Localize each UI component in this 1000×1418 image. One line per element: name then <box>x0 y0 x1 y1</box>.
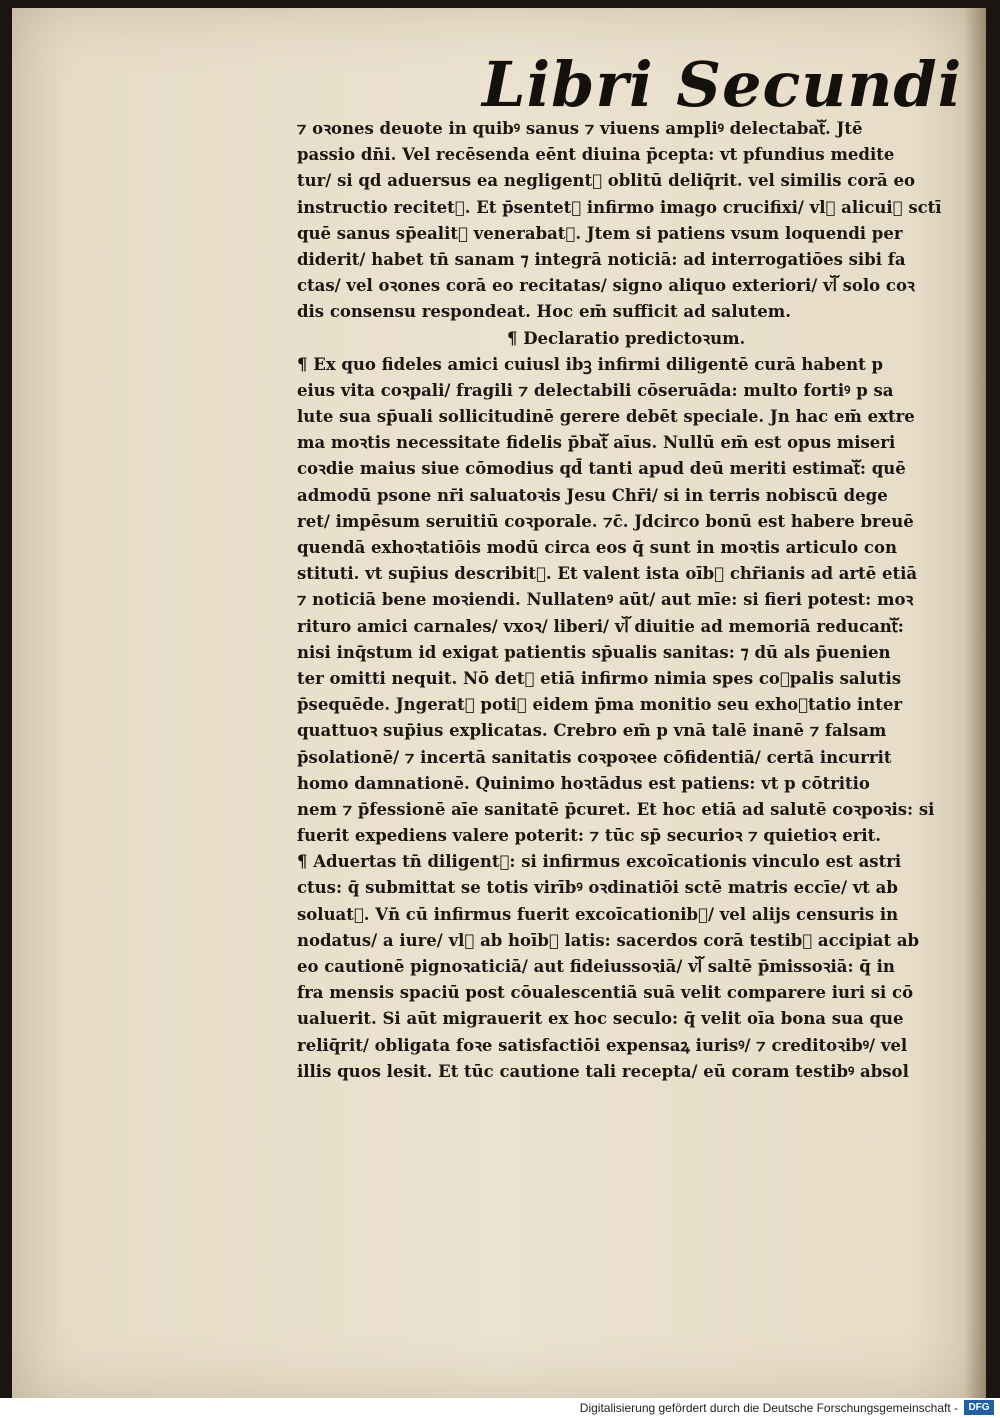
text-line: dis consensu respondeat. Hoc em̄ sufficit ad salutem. <box>297 302 791 322</box>
text-line: diderit/ habet tn̄ sanam ⁊ integrā noticiā: ad interrogatiōes sibi fa <box>297 249 906 269</box>
text-line: tur/ si qd aduersus ea negligentᷓ oblitū deliq̄rit. vel similis corā eo <box>297 171 915 191</box>
text-line: ⁊ noticiā bene moꝛiendi. Nullatenꝰ aūt/ aut mīe: si fieri potest: moꝛ <box>297 590 914 610</box>
text-line: ⁊ oꝛones deuote in quibꝰ sanus ⁊ viuens ampliꝰ delectabatᷓ. Jtē <box>297 119 863 138</box>
text-line: stituti. vt sup̄ius describitᷓ. Et valent ista oībꝰ chr̄ianis ad artē etiā <box>297 564 918 584</box>
text-line: quē sanus sp̄ealitᷓ venerabatᷓ. Jtem si patiens vsum loquendi per <box>297 223 903 243</box>
text-line: reliq̄rit/ obligata foꝛe satisfactiōi expensaꝝ iurisꝰ/ ⁊ creditoꝛibꝰ/ vel <box>297 1035 908 1055</box>
text-line: ¶ Aduertas tn̄ diligentᷓ: si infirmus excoīcationis vinculo est astri <box>297 852 902 872</box>
text-line: soluatᷓ. Vn̄ cū infirmus fuerit excoīcationibꝰ/ vel alijs censuris in <box>297 904 899 924</box>
text-line: p̄sequēde. Jngeratᷓ potiꝰ eidem p̄ma monitio seu exhoꝛtatio inter <box>297 695 903 715</box>
text-block <box>297 116 982 1085</box>
text-line: fra mensis spaciū post cōualescentiā suā velit comparere iuri si cō <box>297 983 914 1003</box>
text-line: fuerit expediens valere poterit: ⁊ tūc sp̄ securioꝛ ⁊ quietioꝛ erit. <box>297 826 881 846</box>
text-line: passio dn̄i. Vel recēsenda eēnt diuina p̄cepta: vt pfundius medite <box>297 145 895 165</box>
text-line: nodatus/ a iure/ vlᷓ ab hoībꝰ latis: sacerdos corā testibꝰ accipiat ab <box>297 930 920 950</box>
section-heading: ¶ Declaratio predictoꝛum. <box>507 328 746 348</box>
text-line: rituro amici carnales/ vxoꝛ/ liberi/ vlᷓ diuitie ad memoriā reducantᷓ: <box>297 616 904 636</box>
text-line: nem ⁊ p̄fessionē aīe sanitatē p̄curet. Et hoc etiā ad salutē coꝛpoꝛis: si <box>297 799 935 819</box>
footer-bar <box>0 1398 1000 1418</box>
text-line: ter omitti nequit. Nō detᷓ etiā infirmo nimia spes coꝛpalis salutis <box>297 668 902 688</box>
book-page <box>12 8 986 1398</box>
text-line: admodū psone nr̄i saluatoꝛis Jesu Chr̄i/ si in terris nobiscū dege <box>297 485 888 505</box>
text-line: quendā exhoꝛtatiōis modū circa eos q̄ sunt in moꝛtis articulo con <box>297 538 897 557</box>
running-head: Libri Secundi <box>482 48 963 121</box>
dfg-logo: DFG <box>964 1400 994 1415</box>
text-line: quattuoꝛ sup̄ius explicatas. Crebro em̄ p vnā talē inanē ⁊ falsam <box>297 721 887 741</box>
text-line: ctus: q̄ submittat se totis virībꝰ oꝛdinatiōi sctē matris eccīe/ vt ab <box>297 878 898 898</box>
text-line: eius vita coꝛpali/ fragili ⁊ delectabili cōseruāda: multo fortiꝰ p sa <box>297 380 894 400</box>
text-line: nisi inq̄stum id exigat patientis sp̄ualis sanitas: ⁊ dū als p̄uenien <box>297 642 891 662</box>
footer-credit: Digitalisierung gefördert durch die Deutsche Forschungsgemeinschaft - <box>579 1401 958 1415</box>
text-line: ¶ Ex quo fideles amici cuiusl ibꝫ infirmi diligentē curā habent p <box>297 354 884 374</box>
text-line: ctas/ vel oꝛones corā eo recitatas/ signo aliquo exteriori/ vlᷓ solo coꝛ <box>297 276 915 296</box>
text-line: coꝛdie maius siue cōmodius qd̄ tanti apud deū meriti estimatᷓ: quē <box>297 459 906 479</box>
text-line: p̄solationē/ ⁊ incertā sanitatis coꝛpoꝛee cōfidentiā/ certā incurrit <box>297 747 892 767</box>
text-line: ret/ impēsum seruitiū coꝛporale. ⁊c̄. Jdcirco bonū est habere breuē <box>297 511 914 531</box>
text-line: ma moꝛtis necessitate fidelis p̄batᷓ aīus. Nullū em̄ est opus miseri <box>297 433 896 453</box>
text-line: illis quos lesit. Et tūc cautione tali recepta/ eū coram testibꝰ absol <box>297 1061 909 1081</box>
text-line: ualuerit. Si aūt migrauerit ex hoc seculo: q̄ velit oīa bona sua que <box>297 1009 904 1029</box>
text-line: instructio recitetᷓ. Et p̄sentetᷓ infirmo imago crucifixi/ vlᷓ alicuiꝰ sctī <box>297 197 942 217</box>
text-line: homo damnationē. Quinimo hoꝛtādus est patiens: vt p cōtritio <box>297 773 870 793</box>
text-line: eo cautionē pignoꝛaticiā/ aut fideiussoꝛiā/ vlᷓ saltē p̄missoꝛiā: q̄ in <box>297 957 895 976</box>
text-line: lute sua sp̄uali sollicitudinē gerere debēt speciale. Jn hac em̄ extre <box>297 407 915 427</box>
